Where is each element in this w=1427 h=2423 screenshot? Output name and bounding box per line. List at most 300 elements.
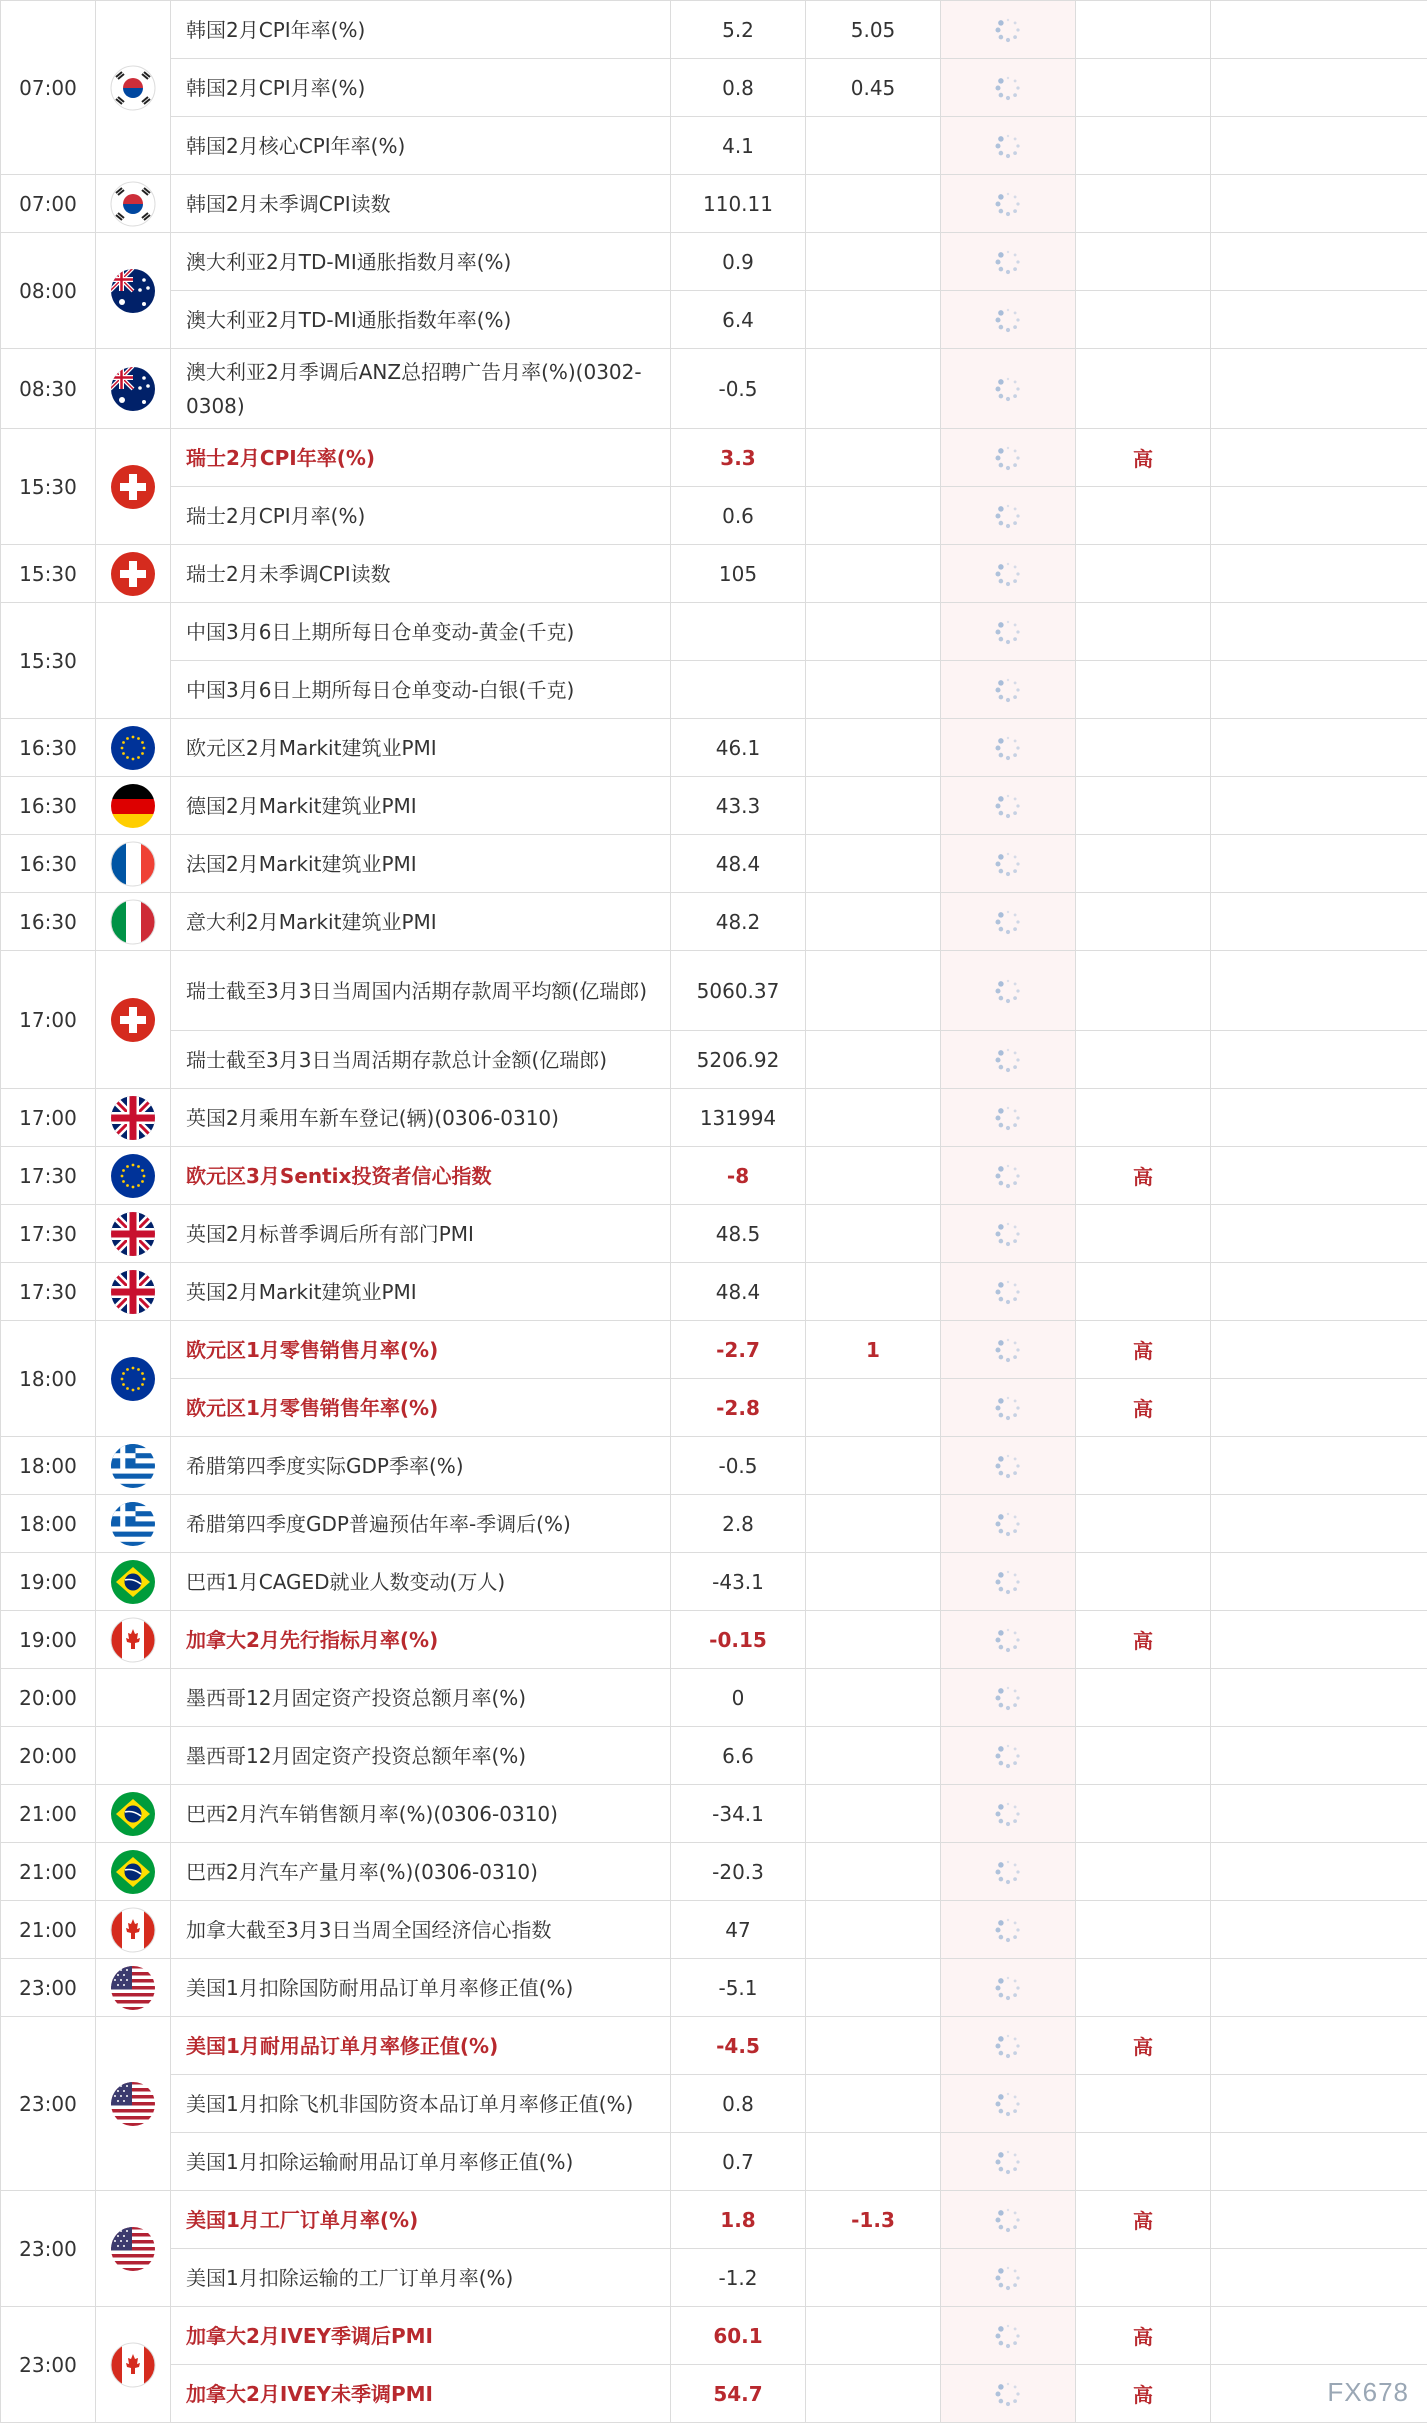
previous-value: 43.3 [671,777,806,835]
usa-flag-icon [110,2081,156,2127]
forecast-value [806,951,941,1031]
interpretation-cell [1211,719,1427,777]
event-name[interactable]: 澳大利亚2月季调后ANZ总招聘广告月率(%)(0302-0308) [171,349,671,429]
event-name[interactable]: 加拿大2月IVEY未季调PMI [171,2365,671,2423]
interpretation-cell [1211,1437,1427,1495]
forecast-value [806,291,941,349]
calendar-row [1,1031,1427,1089]
importance [1076,1669,1211,1727]
event-name[interactable]: 巴西2月汽车产量月率(%)(0306-0310) [171,1843,671,1901]
forecast-value [806,233,941,291]
calendar-row [1,2017,1427,2075]
importance [1076,1959,1211,2017]
event-name[interactable]: 韩国2月CPI年率(%) [171,1,671,59]
event-name[interactable]: 墨西哥12月固定资产投资总额月率(%) [171,1669,671,1727]
previous-value: 1.8 [671,2191,806,2249]
event-time: 17:30 [1,1147,96,1205]
switzerland-flag-icon [110,997,156,1043]
previous-value: 5206.92 [671,1031,806,1089]
previous-value: 48.4 [671,835,806,893]
forecast-value [806,1263,941,1321]
importance [1076,603,1211,661]
actual-value [941,2133,1076,2191]
event-name[interactable]: 巴西2月汽车销售额月率(%)(0306-0310) [171,1785,671,1843]
loading-spinner-icon [995,677,1021,703]
forecast-value [806,1089,941,1147]
event-time: 17:00 [1,951,96,1089]
forecast-value [806,2365,941,2423]
event-name[interactable]: 欧元区1月零售销售月率(%) [171,1321,671,1379]
calendar-row [1,1959,1427,2017]
country-flag [96,777,171,835]
event-time: 21:00 [1,1785,96,1843]
country-flag [96,1321,171,1437]
australia-flag-icon [110,268,156,314]
forecast-value [806,349,941,429]
loading-spinner-icon [995,619,1021,645]
interpretation-cell [1211,1727,1427,1785]
calendar-row [1,487,1427,545]
actual-value [941,1,1076,59]
event-name[interactable]: 中国3月6日上期所每日仓单变动-白银(千克) [171,661,671,719]
importance: 高 [1076,2017,1211,2075]
country-flag [96,835,171,893]
forecast-value [806,1785,941,1843]
loading-spinner-icon [995,1453,1021,1479]
country-flag [96,429,171,545]
importance [1076,1843,1211,1901]
loading-spinner-icon [995,1917,1021,1943]
event-time: 18:00 [1,1495,96,1553]
country-flag [96,603,171,719]
previous-value [671,603,806,661]
calendar-row [1,291,1427,349]
country-flag [96,233,171,349]
brazil-flag-icon [110,1559,156,1605]
uk-flag-icon [110,1211,156,1257]
germany-flag-icon [110,783,156,829]
forecast-value [806,429,941,487]
previous-value: -8 [671,1147,806,1205]
korea-flag-icon [110,65,156,111]
event-name[interactable]: 意大利2月Markit建筑业PMI [171,893,671,951]
actual-value [941,661,1076,719]
event-time: 15:30 [1,545,96,603]
loading-spinner-icon [995,75,1021,101]
calendar-row [1,661,1427,719]
event-name[interactable]: 瑞士2月CPI月率(%) [171,487,671,545]
event-name[interactable]: 韩国2月未季调CPI读数 [171,175,671,233]
interpretation-cell [1211,429,1427,487]
importance [1076,1263,1211,1321]
previous-value: -43.1 [671,1553,806,1611]
calendar-row [1,1205,1427,1263]
country-flag [96,893,171,951]
previous-value: 5.2 [671,1,806,59]
previous-value: 0.9 [671,233,806,291]
importance [1076,951,1211,1031]
loading-spinner-icon [995,2207,1021,2233]
uk-flag-icon [110,1269,156,1315]
country-flag [96,1495,171,1553]
event-name[interactable]: 英国2月Markit建筑业PMI [171,1263,671,1321]
previous-value: 105 [671,545,806,603]
forecast-value [806,835,941,893]
previous-value: 6.4 [671,291,806,349]
event-name[interactable]: 欧元区2月Markit建筑业PMI [171,719,671,777]
loading-spinner-icon [995,735,1021,761]
loading-spinner-icon [995,1337,1021,1363]
event-name[interactable]: 韩国2月CPI月率(%) [171,59,671,117]
interpretation-cell [1211,487,1427,545]
loading-spinner-icon [995,909,1021,935]
previous-value: 60.1 [671,2307,806,2365]
actual-value [941,2307,1076,2365]
importance [1076,1,1211,59]
actual-value [941,487,1076,545]
event-name[interactable]: 欧元区1月零售销售年率(%) [171,1379,671,1437]
switzerland-flag-icon [110,551,156,597]
canada-flag-icon [110,1617,156,1663]
interpretation-cell [1211,2307,1427,2365]
previous-value: 0.8 [671,59,806,117]
importance [1076,2249,1211,2307]
importance [1076,1205,1211,1263]
importance [1076,545,1211,603]
actual-value [941,291,1076,349]
interpretation-cell [1211,1,1427,59]
country-flag [96,1,171,175]
forecast-value [806,1669,941,1727]
previous-value: -0.15 [671,1611,806,1669]
loading-spinner-icon [995,1163,1021,1189]
event-name[interactable]: 欧元区3月Sentix投资者信心指数 [171,1147,671,1205]
calendar-row [1,1089,1427,1147]
italy-flag-icon [110,899,156,945]
event-name[interactable]: 英国2月标普季调后所有部门PMI [171,1205,671,1263]
previous-value: 0.7 [671,2133,806,2191]
actual-value [941,175,1076,233]
forecast-value [806,1379,941,1437]
importance [1076,1553,1211,1611]
interpretation-cell [1211,1901,1427,1959]
event-name[interactable]: 希腊第四季度GDP普遍预估年率-季调后(%) [171,1495,671,1553]
calendar-row [1,1553,1427,1611]
event-name[interactable]: 墨西哥12月固定资产投资总额年率(%) [171,1727,671,1785]
country-flag [96,1147,171,1205]
event-name[interactable]: 英国2月乘用车新车登记(辆)(0306-0310) [171,1089,671,1147]
loading-spinner-icon [995,307,1021,333]
actual-value [941,117,1076,175]
importance: 高 [1076,1611,1211,1669]
interpretation-cell [1211,2191,1427,2249]
interpretation-cell [1211,59,1427,117]
calendar-row [1,1437,1427,1495]
interpretation-cell [1211,1147,1427,1205]
previous-value: 48.4 [671,1263,806,1321]
event-time: 07:00 [1,1,96,175]
interpretation-cell [1211,603,1427,661]
importance [1076,1785,1211,1843]
actual-value [941,1205,1076,1263]
event-name[interactable]: 法国2月Markit建筑业PMI [171,835,671,893]
country-flag [96,1843,171,1901]
event-name[interactable]: 美国1月扣除运输耐用品订单月率修正值(%) [171,2133,671,2191]
actual-value [941,1901,1076,1959]
calendar-row [1,835,1427,893]
calendar-row [1,1901,1427,1959]
event-time: 15:30 [1,429,96,545]
event-time: 18:00 [1,1437,96,1495]
actual-value [941,1843,1076,1901]
interpretation-cell [1211,893,1427,951]
previous-value: -2.8 [671,1379,806,1437]
previous-value: 48.2 [671,893,806,951]
interpretation-cell [1211,2249,1427,2307]
loading-spinner-icon [995,503,1021,529]
calendar-row [1,349,1427,429]
interpretation-cell [1211,2075,1427,2133]
event-name[interactable]: 巴西1月CAGED就业人数变动(万人) [171,1553,671,1611]
calendar-row [1,1147,1427,1205]
importance: 高 [1076,1321,1211,1379]
previous-value: -20.3 [671,1843,806,1901]
actual-value [941,719,1076,777]
interpretation-cell [1211,1205,1427,1263]
actual-value [941,1495,1076,1553]
country-flag [96,2307,171,2423]
importance [1076,175,1211,233]
calendar-row [1,719,1427,777]
actual-value [941,603,1076,661]
canada-flag-icon [110,2342,156,2388]
country-flag [96,349,171,429]
actual-value [941,893,1076,951]
calendar-row [1,1669,1427,1727]
forecast-value [806,1901,941,1959]
country-flag [96,1553,171,1611]
interpretation-cell [1211,1611,1427,1669]
previous-value: 2.8 [671,1495,806,1553]
importance [1076,233,1211,291]
event-name[interactable]: 德国2月Markit建筑业PMI [171,777,671,835]
event-time: 21:00 [1,1901,96,1959]
previous-value: 48.5 [671,1205,806,1263]
importance [1076,661,1211,719]
actual-value [941,429,1076,487]
forecast-value [806,2133,941,2191]
calendar-row [1,603,1427,661]
calendar-row [1,2075,1427,2133]
interpretation-cell [1211,1843,1427,1901]
event-time: 19:00 [1,1611,96,1669]
actual-value [941,1147,1076,1205]
event-name[interactable]: 澳大利亚2月TD-MI通胀指数年率(%) [171,291,671,349]
country-flag [96,1089,171,1147]
importance [1076,2075,1211,2133]
calendar-row [1,1611,1427,1669]
usa-flag-icon [110,1965,156,2011]
event-name[interactable]: 美国1月扣除飞机非国防资本品订单月率修正值(%) [171,2075,671,2133]
event-time: 17:00 [1,1089,96,1147]
calendar-row [1,1321,1427,1379]
importance: 高 [1076,429,1211,487]
loading-spinner-icon [995,191,1021,217]
calendar-row [1,777,1427,835]
importance [1076,835,1211,893]
importance [1076,2133,1211,2191]
calendar-row [1,1785,1427,1843]
actual-value [941,777,1076,835]
previous-value: 0 [671,1669,806,1727]
event-time: 16:30 [1,777,96,835]
greece-flag-icon [110,1443,156,1489]
event-name[interactable]: 加拿大2月IVEY季调后PMI [171,2307,671,2365]
event-time: 17:30 [1,1263,96,1321]
event-name[interactable]: 美国1月耐用品订单月率修正值(%) [171,2017,671,2075]
event-name[interactable]: 澳大利亚2月TD-MI通胀指数月率(%) [171,233,671,291]
actual-value [941,2365,1076,2423]
loading-spinner-icon [995,445,1021,471]
previous-value: 110.11 [671,175,806,233]
event-name[interactable]: 美国1月工厂订单月率(%) [171,2191,671,2249]
previous-value: 4.1 [671,117,806,175]
loading-spinner-icon [995,1685,1021,1711]
event-name[interactable]: 瑞士截至3月3日当周活期存款总计金额(亿瑞郎) [171,1031,671,1089]
forecast-value [806,1727,941,1785]
loading-spinner-icon [995,1627,1021,1653]
importance [1076,1727,1211,1785]
event-name[interactable]: 美国1月扣除国防耐用品订单月率修正值(%) [171,1959,671,2017]
forecast-value [806,661,941,719]
forecast-value [806,487,941,545]
forecast-value [806,1031,941,1089]
loading-spinner-icon [995,1743,1021,1769]
calendar-row [1,1263,1427,1321]
loading-spinner-icon [995,2091,1021,2117]
previous-value: 0.8 [671,2075,806,2133]
forecast-value [806,1843,941,1901]
event-time: 19:00 [1,1553,96,1611]
forecast-value [806,719,941,777]
loading-spinner-icon [995,17,1021,43]
calendar-row [1,2307,1427,2365]
event-time: 08:30 [1,349,96,429]
actual-value [941,59,1076,117]
forecast-value [806,117,941,175]
switzerland-flag-icon [110,464,156,510]
loading-spinner-icon [995,1975,1021,2001]
importance [1076,117,1211,175]
forecast-value [806,777,941,835]
event-name[interactable]: 加拿大2月先行指标月率(%) [171,1611,671,1669]
previous-value: -0.5 [671,1437,806,1495]
interpretation-cell [1211,951,1427,1031]
event-name[interactable]: 瑞士2月未季调CPI读数 [171,545,671,603]
event-name[interactable]: 瑞士2月CPI年率(%) [171,429,671,487]
previous-value: -4.5 [671,2017,806,2075]
eurozone-flag-icon [110,725,156,771]
importance [1076,1437,1211,1495]
loading-spinner-icon [995,1047,1021,1073]
actual-value [941,1031,1076,1089]
forecast-value [806,2249,941,2307]
previous-value: -0.5 [671,349,806,429]
event-name[interactable]: 希腊第四季度实际GDP季率(%) [171,1437,671,1495]
previous-value: 6.6 [671,1727,806,1785]
country-flag [96,545,171,603]
importance: 高 [1076,2307,1211,2365]
country-flag [96,951,171,1089]
loading-spinner-icon [995,249,1021,275]
loading-spinner-icon [995,2033,1021,2059]
actual-value [941,2249,1076,2307]
actual-value [941,349,1076,429]
calendar-row [1,117,1427,175]
actual-value [941,1669,1076,1727]
importance [1076,777,1211,835]
actual-value [941,1553,1076,1611]
calendar-row [1,1843,1427,1901]
country-flag [96,1437,171,1495]
actual-value [941,951,1076,1031]
event-name[interactable]: 加拿大截至3月3日当周全国经济信心指数 [171,1901,671,1959]
event-name[interactable]: 韩国2月核心CPI年率(%) [171,117,671,175]
country-flag [96,1205,171,1263]
calendar-row [1,1379,1427,1437]
event-time: 20:00 [1,1669,96,1727]
actual-value [941,1727,1076,1785]
actual-value [941,545,1076,603]
event-time: 21:00 [1,1843,96,1901]
event-time: 08:00 [1,233,96,349]
interpretation-cell [1211,2017,1427,2075]
event-time: 23:00 [1,1959,96,2017]
event-name[interactable]: 瑞士截至3月3日当周国内活期存款周平均额(亿瑞郎) [171,951,671,1031]
event-name[interactable]: 中国3月6日上期所每日仓单变动-黄金(千克) [171,603,671,661]
interpretation-cell [1211,1089,1427,1147]
importance [1076,291,1211,349]
previous-value: -2.7 [671,1321,806,1379]
interpretation-cell [1211,175,1427,233]
forecast-value [806,1205,941,1263]
loading-spinner-icon [995,851,1021,877]
interpretation-cell [1211,1495,1427,1553]
interpretation-cell [1211,1785,1427,1843]
importance [1076,349,1211,429]
forecast-value [806,1959,941,2017]
korea-flag-icon [110,181,156,227]
watermark-logo: FX678 [1327,2377,1409,2408]
forecast-value [806,1611,941,1669]
calendar-row [1,233,1427,291]
interpretation-cell [1211,117,1427,175]
actual-value [941,2191,1076,2249]
actual-value [941,233,1076,291]
france-flag-icon [110,841,156,887]
calendar-row [1,1,1427,59]
event-name[interactable]: 美国1月扣除运输的工厂订单月率(%) [171,2249,671,2307]
previous-value: 46.1 [671,719,806,777]
calendar-body [1,1,1427,2423]
country-flag [96,1263,171,1321]
country-flag [96,2017,171,2191]
loading-spinner-icon [995,1801,1021,1827]
forecast-value: -1.3 [806,2191,941,2249]
loading-spinner-icon [995,1859,1021,1885]
country-flag [96,1611,171,1669]
country-flag [96,1785,171,1843]
